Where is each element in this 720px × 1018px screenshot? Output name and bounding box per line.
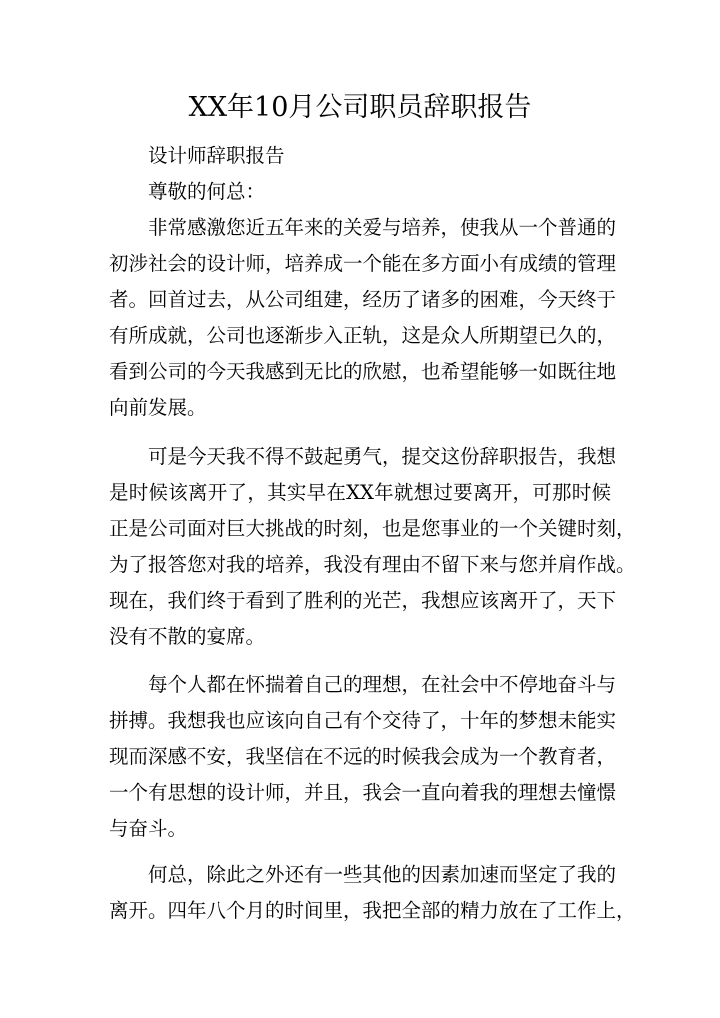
- document-subtitle: 设计师辞职报告: [148, 144, 285, 167]
- paragraph-1-line-4: 有所成就，公司也逐渐步入正轨，这是众人所期望已久的，: [109, 324, 617, 347]
- paragraph-4-line-2: 离开。四年八个月的时间里，我把全部的精力放在了工作上，: [109, 899, 636, 922]
- paragraph-2-line-4: 为了报答您对我的培养，我没有理由不留下来与您并肩作战。: [109, 553, 636, 576]
- salutation: 尊敬的何总：: [148, 180, 266, 203]
- paragraph-4-line-1: 何总，除此之外还有一些其他的因素加速而坚定了我的: [148, 863, 617, 886]
- paragraph-3-line-4: 一个有思想的设计师，并且，我会一直向着我的理想去憧憬: [109, 781, 617, 804]
- paragraph-1-line-6: 向前发展。: [109, 396, 207, 419]
- paragraph-2-line-6: 没有不散的宴席。: [109, 625, 266, 648]
- paragraph-1-line-5: 看到公司的今天我感到无比的欣慰，也希望能够一如既往地: [109, 360, 617, 383]
- paragraph-2-line-3: 正是公司面对巨大挑战的时刻，也是您事业的一个关键时刻，: [109, 517, 636, 540]
- paragraph-3-line-3: 现而深感不安，我坚信在不远的时候我会成为一个教育者，: [109, 745, 617, 768]
- paragraph-1-line-2: 初涉社会的设计师，培养成一个能在多方面小有成绩的管理: [109, 252, 617, 275]
- paragraph-1-line-3: 者。回首过去，从公司组建，经历了诸多的困难，今天终于: [109, 288, 617, 311]
- paragraph-2-line-2: 是时候该离开了，其实早在XX年就想过要离开，可那时候: [109, 481, 611, 504]
- paragraph-3-line-1: 每个人都在怀揣着自己的理想，在社会中不停地奋斗与: [148, 673, 617, 696]
- paragraph-2-line-5: 现在，我们终于看到了胜利的光芒，我想应该离开了，天下: [109, 589, 617, 612]
- paragraph-1-line-1: 非常感激您近五年来的关爱与培养，使我从一个普通的: [148, 216, 617, 239]
- document-title: XX年10月公司职员辞职报告: [188, 92, 532, 123]
- paragraph-2-line-1: 可是今天我不得不鼓起勇气，提交这份辞职报告，我想: [148, 445, 617, 468]
- paragraph-3-line-5: 与奋斗。: [109, 817, 188, 840]
- paragraph-3-line-2: 拼搏。我想我也应该向自己有个交待了，十年的梦想未能实: [109, 709, 617, 732]
